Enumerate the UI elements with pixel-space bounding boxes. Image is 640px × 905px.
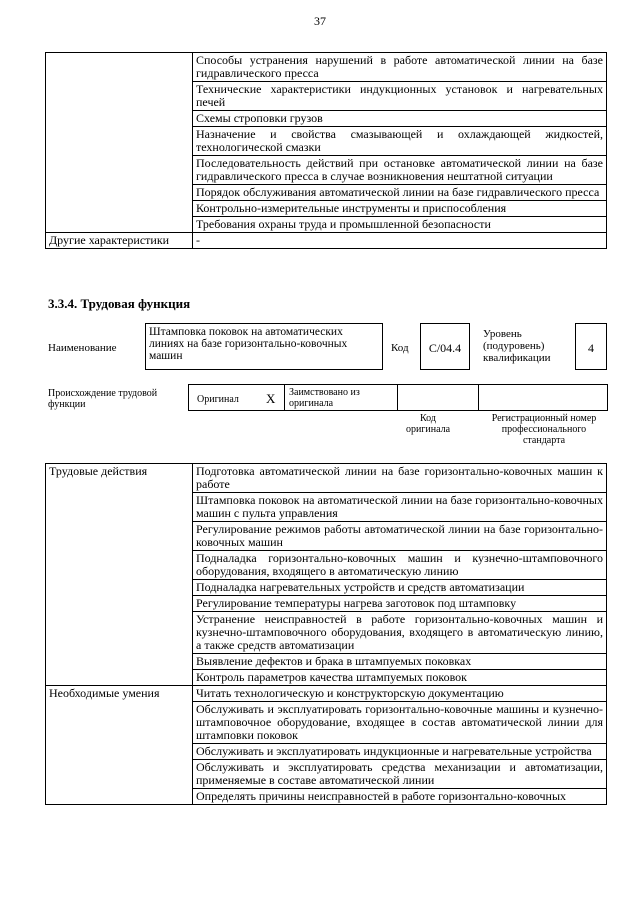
list-item: Схемы строповки грузов bbox=[193, 111, 607, 127]
list-item: Контроль параметров качества штампуемых поковок bbox=[193, 670, 607, 686]
table-row bbox=[46, 686, 607, 702]
list-item: Контрольно-измерительные инструменты и приспособления bbox=[193, 201, 607, 217]
reg-caption: Регистрационный номер профессионального стандарта bbox=[491, 413, 597, 446]
list-item: Способы устранения нарушений в работе автоматической линии на базе гидравлического пресса bbox=[193, 53, 607, 82]
list-item: Выявление дефектов и брака в штампуемых поковках bbox=[193, 654, 607, 670]
level-label: Уровень (подуровень) квалификации bbox=[483, 328, 551, 364]
code-caption: Код оригинала bbox=[405, 413, 451, 435]
name-label: Наименование bbox=[48, 342, 117, 354]
section-title: 3.3.4. Трудовая функция bbox=[48, 296, 191, 311]
list-item: Регулирование режимов работы автоматической линии на базе горизонтально-ковочных машин bbox=[193, 522, 607, 551]
table-row bbox=[46, 53, 607, 82]
divider bbox=[284, 385, 285, 410]
page-number: 37 bbox=[314, 14, 326, 28]
list-item: Порядок обслуживания автоматической линии на базе гидравлического пресса bbox=[193, 185, 607, 201]
original-label: Оригинал bbox=[197, 394, 239, 405]
level-box bbox=[575, 323, 607, 370]
origin-row bbox=[188, 384, 608, 411]
origin-label: Происхождение трудовой функции bbox=[48, 388, 158, 410]
code-value: С/04.4 bbox=[428, 341, 462, 355]
list-item: Технические характеристики индукционных установок и нагревательных печей bbox=[193, 82, 607, 111]
code-box bbox=[420, 323, 470, 370]
list-item: Обслуживать и эксплуатировать горизонтально-ковочные машины и кузнечно-штамповочное оборудование, входящее в состав автоматической линии для штамповки поковок bbox=[193, 702, 607, 744]
list-item: Последовательность действий при остановке автоматической линии на базе гидравлического пресса в случае возникновения нештатной ситуации bbox=[193, 156, 607, 185]
list-item: Требования охраны труда и промышленной безопасности bbox=[193, 217, 607, 233]
table-row bbox=[46, 233, 607, 249]
list-item: Подналадка горизонтально-ковочных машин и кузнечно-штамповочного оборудования, входящего в автоматическую линию bbox=[193, 551, 607, 580]
list-item: Обслуживать и эксплуатировать индукционные и нагревательные устройства bbox=[193, 744, 607, 760]
list-item: Штамповка поковок на автоматической линии на базе горизонтально-ковочных машин с пульта управления bbox=[193, 493, 607, 522]
original-mark: X bbox=[266, 391, 276, 406]
other-characteristics-label: Другие характеристики bbox=[46, 233, 193, 249]
borrowed-label: Заимствовано из оригинала bbox=[289, 387, 360, 409]
list-item: Читать технологическую и конструкторскую документацию bbox=[193, 686, 607, 702]
skills-label: Необходимые умения bbox=[46, 686, 193, 805]
code-label: Код bbox=[391, 342, 409, 354]
list-item: Определять причины неисправностей в работе горизонтально-ковочных bbox=[193, 789, 607, 805]
divider bbox=[397, 385, 398, 410]
knowledge-table bbox=[45, 52, 607, 249]
other-characteristics-value: - bbox=[193, 233, 607, 249]
list-item: Обслуживать и эксплуатировать средства механизации и автоматизации, применяемые в составе автоматической линии bbox=[193, 760, 607, 789]
list-item: Назначение и свойства смазывающей и охлаждающей жидкостей, технологической смазки bbox=[193, 127, 607, 156]
function-table bbox=[45, 463, 607, 805]
divider bbox=[478, 385, 479, 410]
level-value: 4 bbox=[588, 341, 594, 355]
name-box bbox=[145, 323, 383, 370]
list-item: Подналадка нагревательных устройств и средств автоматизации bbox=[193, 580, 607, 596]
list-item: Устранение неисправностей в работе горизонтально-ковочных машин и кузнечно-штамповочного оборудования, входящего в автоматическую линию, а также средств автоматизации bbox=[193, 612, 607, 654]
actions-label: Трудовые действия bbox=[46, 464, 193, 686]
name-value: Штамповка поковок на автоматических линиях на базе горизонтально-ковочных машин bbox=[149, 326, 348, 362]
list-item: Подготовка автоматической линии на базе горизонтально-ковочных машин к работе bbox=[193, 464, 607, 493]
label-cell-empty bbox=[46, 53, 193, 233]
list-item: Регулирование температуры нагрева заготовок под штамповку bbox=[193, 596, 607, 612]
table-row bbox=[46, 464, 607, 493]
